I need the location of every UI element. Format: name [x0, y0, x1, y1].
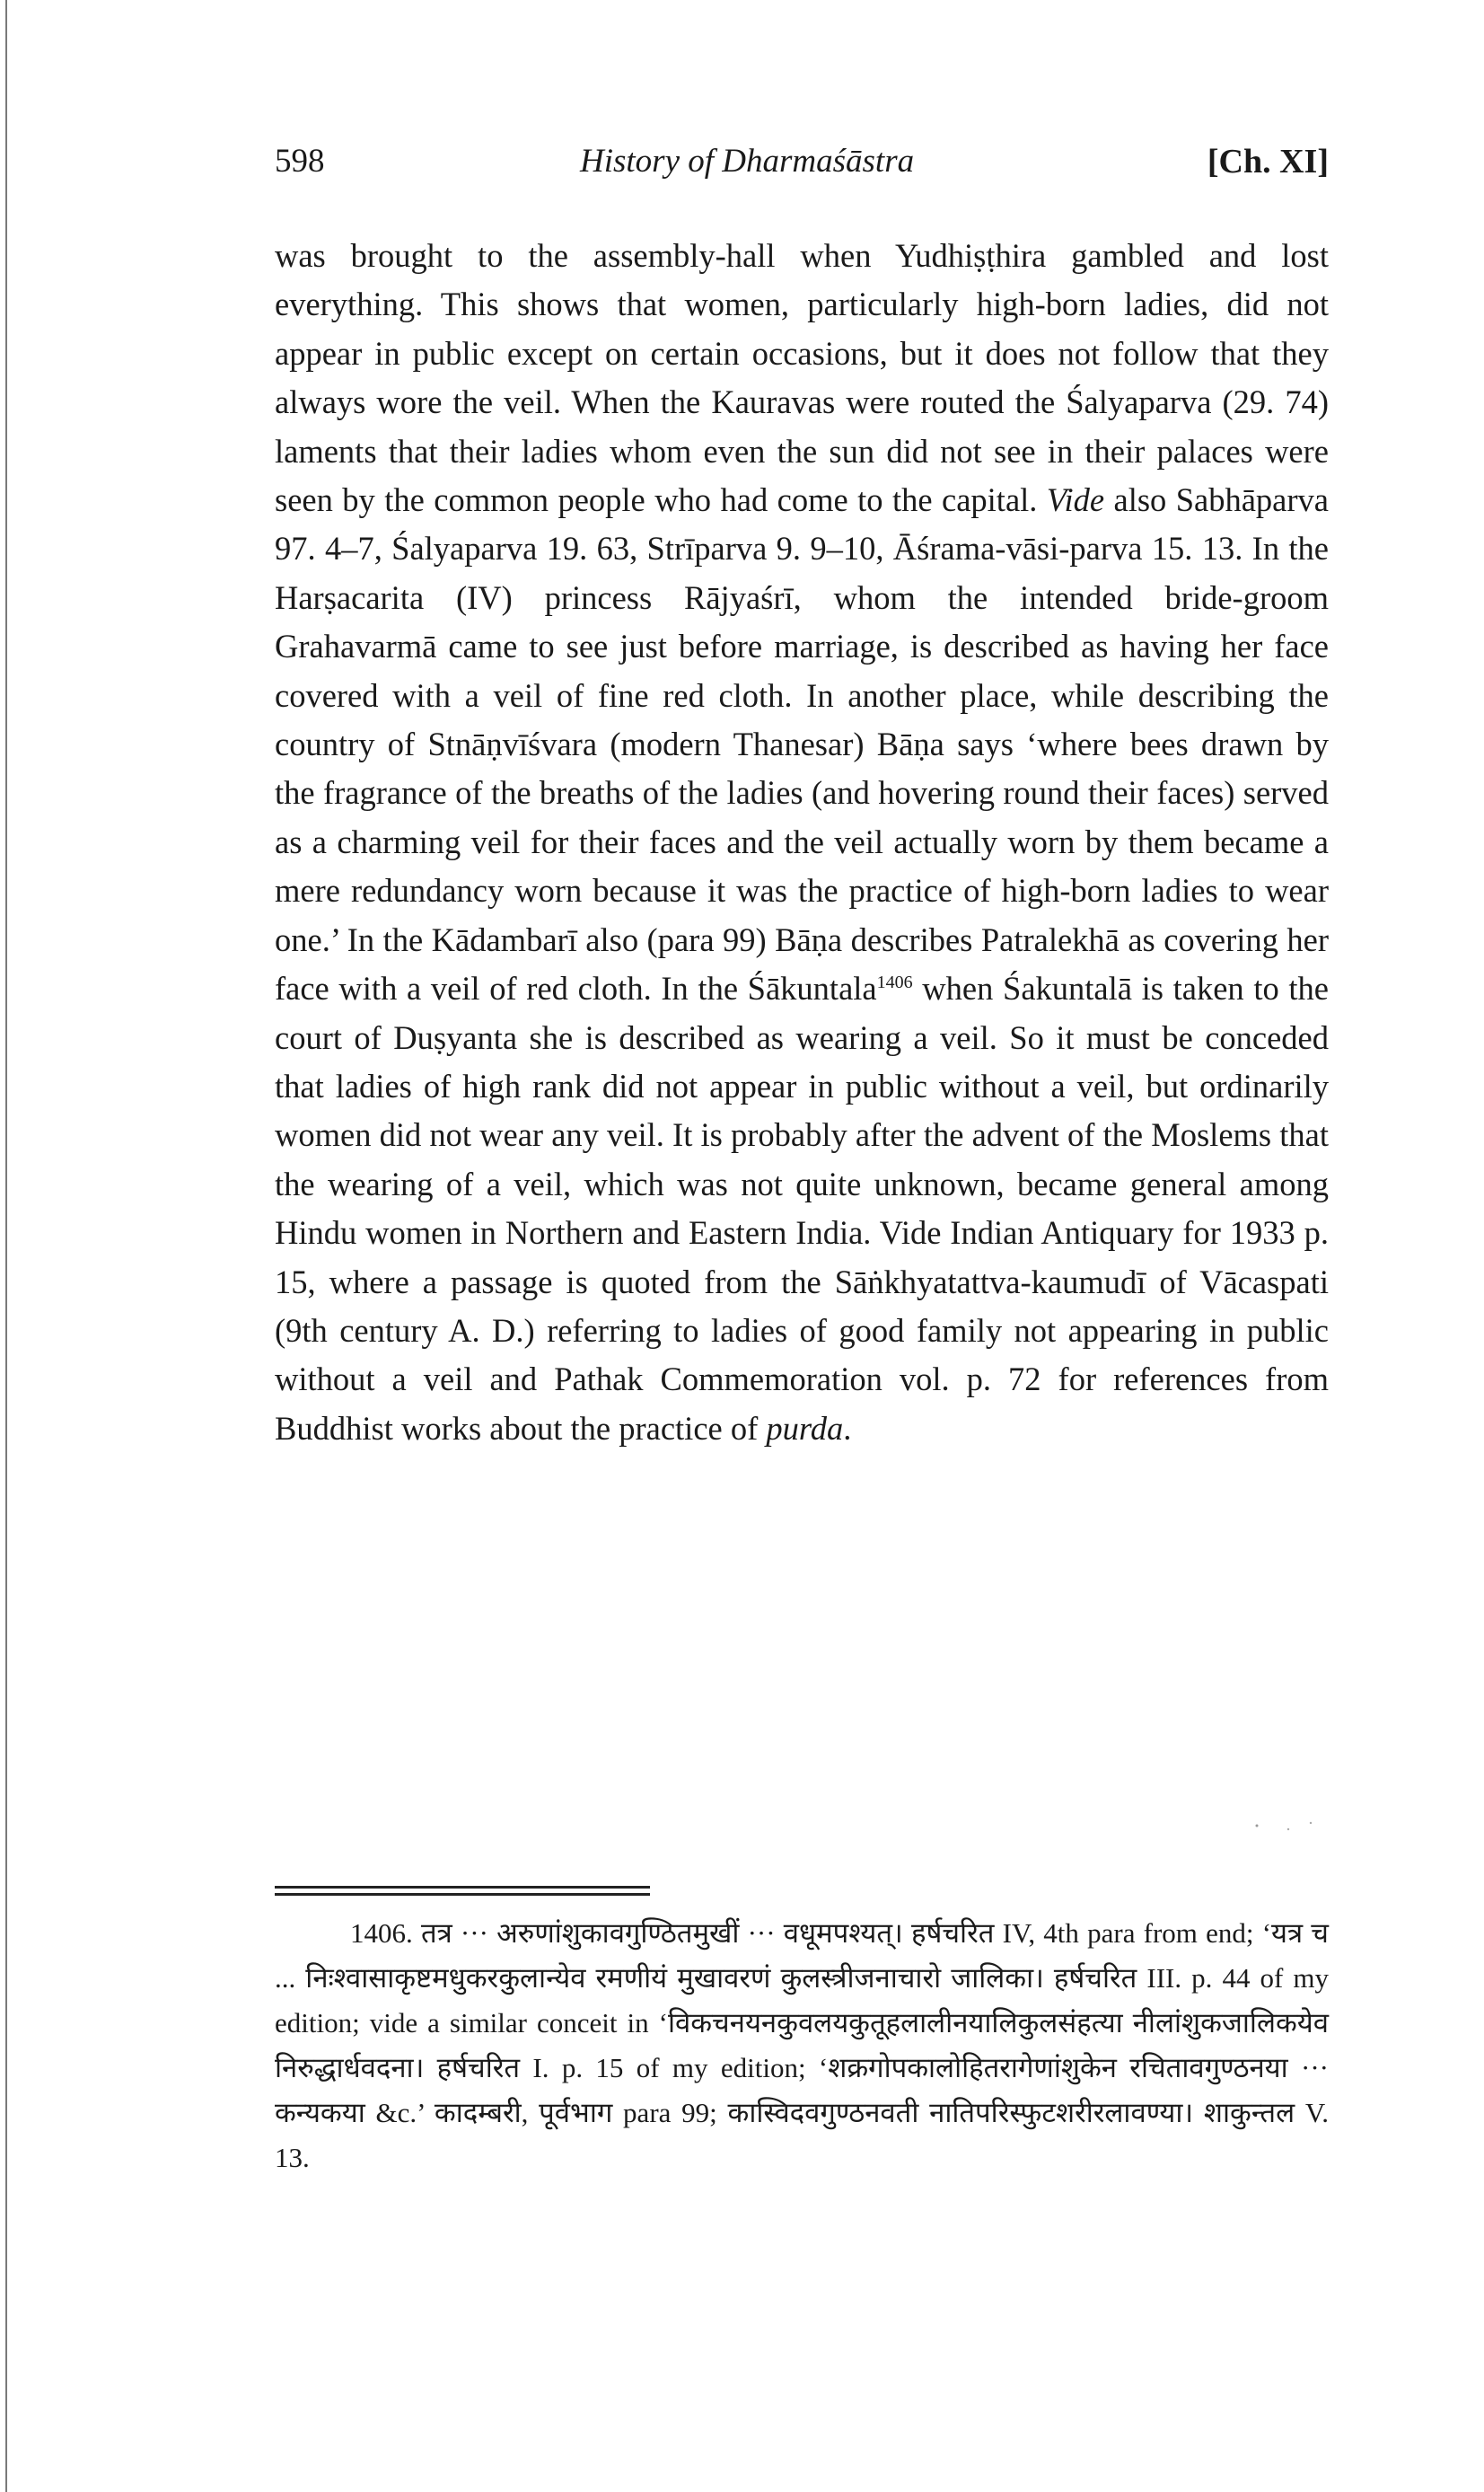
left-margin-rule: [5, 0, 7, 2492]
footnote: [275, 1911, 1329, 2180]
footnote-rule-line-1: [275, 1886, 650, 1889]
vide-word: Vide: [1046, 481, 1105, 519]
footnote-rule-line-2: [275, 1893, 650, 1896]
body-paragraph: [275, 232, 1329, 1453]
footnote-separator: [275, 1886, 650, 1897]
footnote-text: तत्र ··· अरुणांशुकावगुण्ठितमुखीं ··· वधूमपश्यत्। हर्षचरित IV, 4th para from end; ‘यत्र च ... निःश्वासाकृष्टमधुकरकुलान्येव रमणीयं मुखावरणं कुलस्त्रीजनाचारो जालिका। हर्षचरित III. p. 44 of my edition; vide a similar conceit in ‘विकचनयनकुवलयकुतूहलालीनयालिकुलसंहत्या नीलांशुकजालिकयेव निरुद्धार्धवदना। हर्षचरित I. p. 15 of my edition; ‘शक्रगोपकालोहितरागेणांशुकेन रचितावगुण्ठनया ··· कन्यकया &c.’ कादम्बरी, पूर्वभाग para 99; कास्विदवगुण्ठनवती नातिपरिस्फुटशरीरलावण्या। शाकुन्तल V. 13.: [275, 1917, 1329, 2173]
footnote-number: 1406.: [350, 1917, 413, 1949]
body-text-after-ref: when Śakuntalā is taken to the court of Duṣyanta she is described as wearing a veil. So it must be conceded that ladies of high rank did not appear in public without a veil, but ordinarily women did not wear any veil. It is probably after the advent of the Moslems that the wearing of a veil, which was not quite unknown, became general among Hindu women in Northern and Eastern India. Vide Indian Antiquary for 1933 p. 15, where a passage is quoted from the Sāṅkhyatattva-kaumudī of Vācaspati (9th century A. D.) referring to ladies of good family not appearing in public without a veil and Pathak Commemoration vol. p. 72 for references from Buddhist works about the practice of: [275, 970, 1329, 1447]
purda-word: purda: [766, 1409, 844, 1447]
body-text-after-vide: also Sabhāparva 97. 4–7, Śalyaparva 19. 63, Strīparva 9. 9–10, Āśrama-vāsi-parva 15. 13. In the Harṣacarita (IV) princess Rājyaśrī, whom the intended bride-groom Grahavarmā came to see just before marriage, is described as having her face covered with a veil of fine red cloth. In another place, while describing the country of Stnāṇvīśvara (modern Thanesar) Bāṇa says ‘where bees drawn by the fragrance of the breaths of the ladies (and hovering round their faces) served as a charming veil for their faces and the veil actually worn by them became a mere redundancy worn because it was the practice of high-born ladies to wear one.’ In the Kādambarī also (para 99) Bāṇa describes Patralekhā as covering her face with a veil of red cloth. In the Śākuntala: [275, 481, 1329, 1008]
footnote-reference: 1406: [876, 972, 913, 992]
chapter-label: [Ch. XI]: [1207, 143, 1329, 181]
body-text-main: was brought to the assembly-hall when Yudhiṣṭhira gambled and lost everything. This shows that women, particularly high-born ladies, did not appear in public except on certain occasions, but it does not follow that they always wore the veil. When the Kauravas were routed the Śalyaparva (29. 74) laments that their ladies whom even the sun did not see in their palaces were seen by the common people who had come to the capital.: [275, 237, 1329, 519]
print-specks: [1248, 1818, 1320, 1836]
body-text-end: .: [843, 1409, 852, 1447]
page-number: 598: [275, 143, 325, 180]
running-header: [275, 142, 1329, 196]
running-title: History of Dharmaśāstra: [580, 143, 915, 180]
